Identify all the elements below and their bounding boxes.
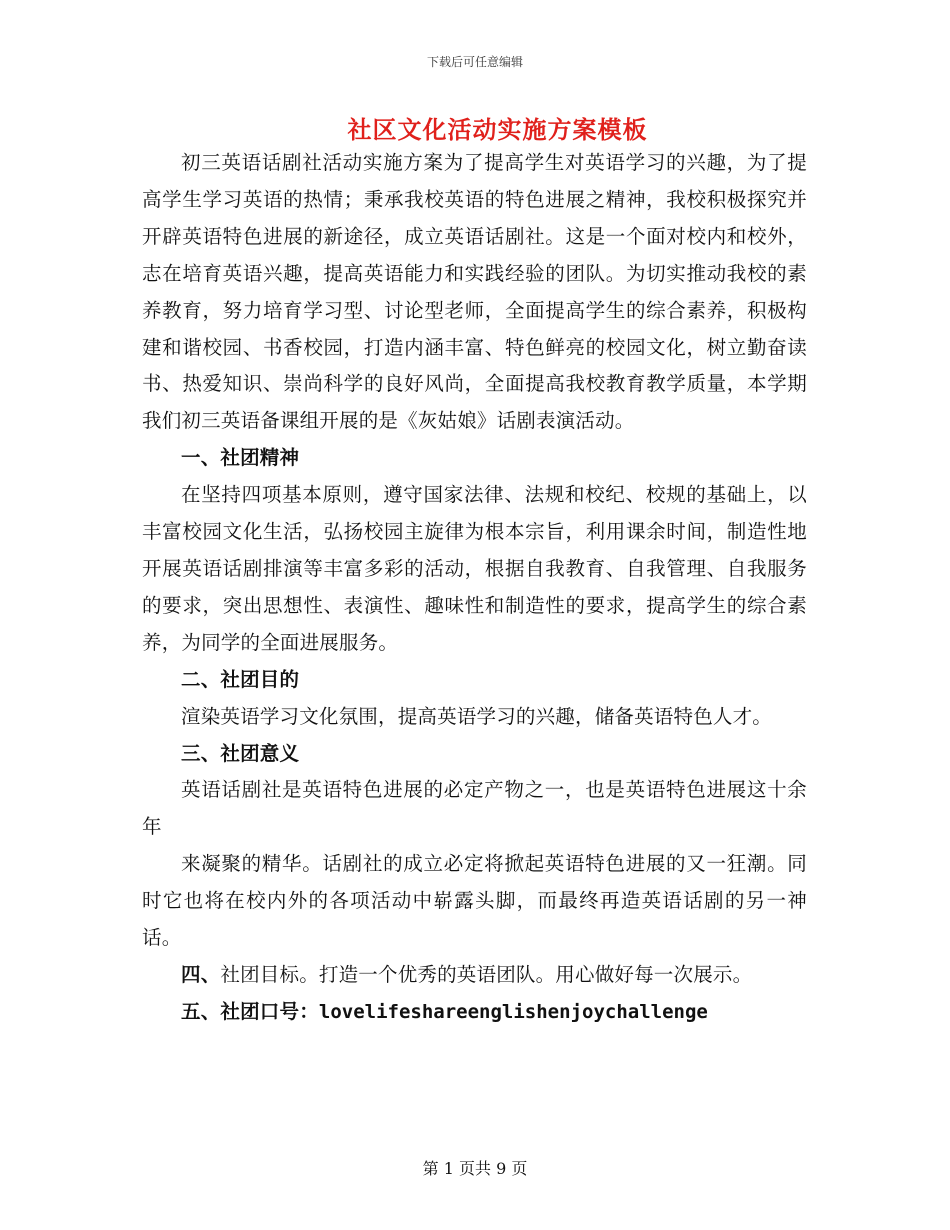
document-body — [142, 145, 807, 1031]
section-1-heading: 一、社团精神 — [181, 446, 300, 470]
section-3-heading: 三、社团意义 — [181, 741, 300, 765]
section-1-paragraph: 在坚持四项基本原则，遵守国家法律、法规和校纪、校规的基础上，以丰富校园文化生活，弘扬校园主旋律为根本宗旨，利用课余时间，制造性地开展英语话剧排演等丰富多彩的活动，根据自我教育、自我管理、自我服务的要求，突出思想性、表演性、趣味性和制造性的要求，提高学生的综合素养，为同学的全面进展服务。 — [142, 483, 807, 654]
document-title: 社区文化活动实施方案模板 — [347, 116, 648, 144]
page-indicator: 第 1 页共 9 页 — [422, 1159, 528, 1178]
section-3-paragraph-a: 英语话剧社是英语特色进展的必定产物之一，也是英语特色进展这十余年 — [142, 778, 807, 839]
section-4-paragraph — [142, 957, 807, 994]
intro-paragraph: 初三英语话剧社活动实施方案为了提高学生对英语学习的兴趣，为了提高学生学习英语的热情；秉承我校英语的特色进展之精神，我校积极探究并开辟英语特色进展的新途径，成立英语话剧社。这是一个面对校内和校外，志在培育英语兴趣，提高英语能力和实践经验的团队。为切实推动我校的素养教育，努力培育学习型、讨论型老师，全面提高学生的综合素养，积极构建和谐校园、书香校园，打造内涵丰富、特色鲜亮的校园文化，树立勤奋读书、热爱知识、崇尚科学的良好风尚，全面提高我校教育教学质量，本学期我们初三英语备课组开展的是《灰姑娘》话剧表演活动。 — [142, 151, 807, 433]
section-2-paragraph: 渲染英语学习文化氛围，提高英语学习的兴趣，储备英语特色人才。 — [181, 704, 773, 728]
header-note: 下载后可任意编辑 — [426, 55, 523, 69]
section-4-heading: 四、 — [181, 962, 221, 986]
section-3-paragraph-b: 来凝聚的精华。话剧社的成立必定将掀起英语特色进展的又一狂潮。同时它也将在校内外的各项活动中崭露头脚，而最终再造英语话剧的另一神话。 — [142, 852, 807, 950]
section-5-slogan: lovelifeshareenglishenjoychallenge — [318, 1000, 708, 1023]
section-5-paragraph — [142, 994, 807, 1031]
section-4-text: 社团目标。打造一个优秀的英语团队。用心做好每一次展示。 — [220, 962, 753, 986]
section-2-heading: 二、社团目的 — [181, 667, 300, 691]
section-5-heading: 五、社团口号： — [181, 999, 319, 1023]
